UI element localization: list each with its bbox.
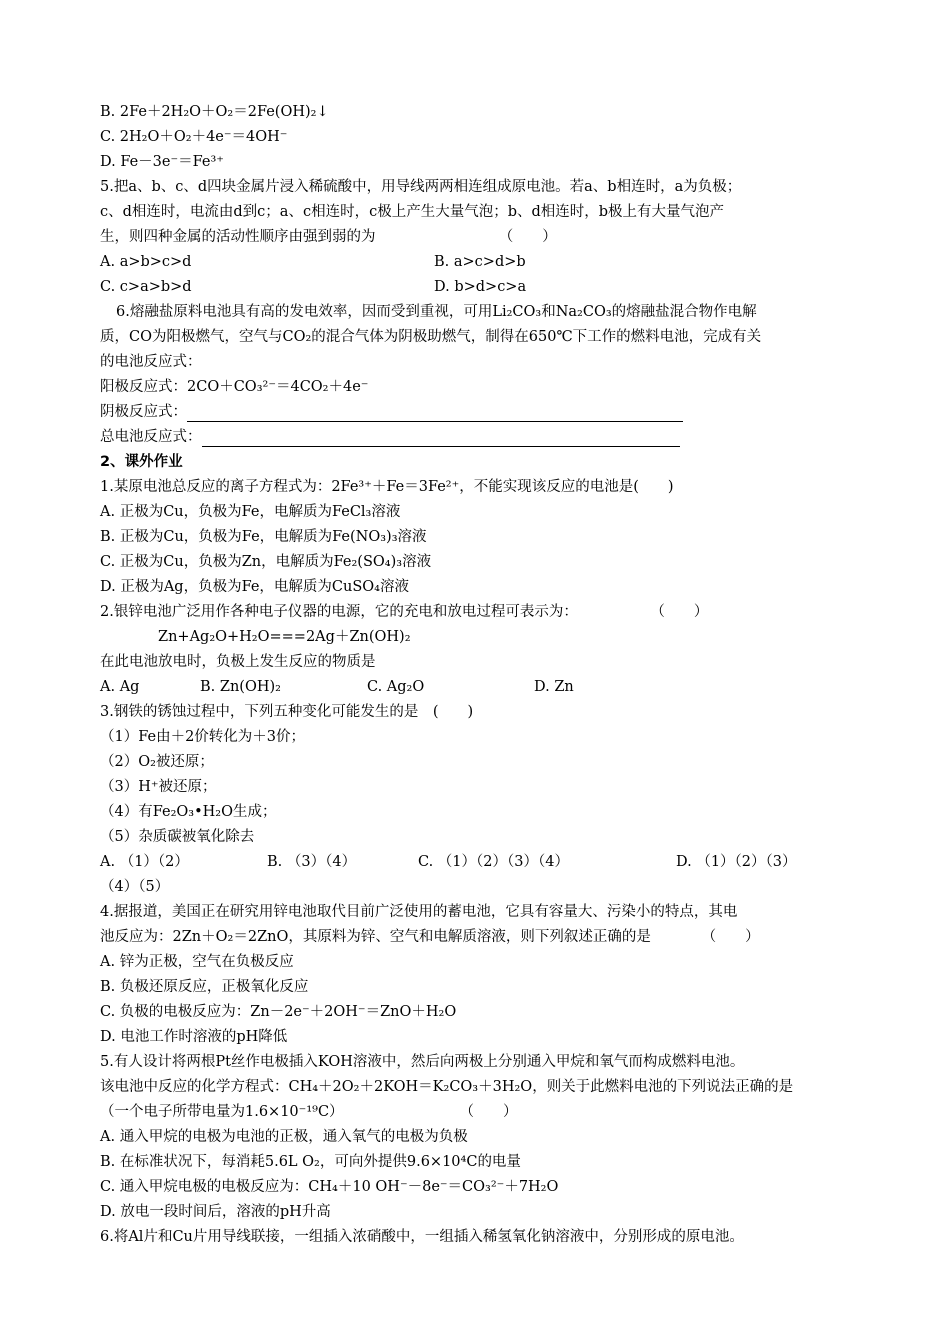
hw-q4-option-b: B. 负极还原反应，正极氧化反应	[100, 979, 309, 995]
question-5-text-2: c、d相连时，电流由d到c；a、c相连时，c极上产生大量气泡；b、d相连时，b极上有大量气泡产	[100, 204, 725, 220]
question-5-options-row-2	[100, 277, 850, 297]
question-6-text-2: 质，CO为阳极燃气，空气与CO₂的混合气体为阴极助燃气，制得在650℃下工作的燃料电池，完成有关	[100, 329, 762, 345]
option-d-line: D. Fe－3e⁻＝Fe³⁺	[100, 154, 224, 170]
hw-q2-option-b: B. Zn(OH)₂	[200, 679, 281, 695]
hw-q4-option-c: C. 负极的电极反应为：Zn－2e⁻＋2OH⁻＝ZnO＋H₂O	[100, 1004, 457, 1020]
option-b: B. a>c>d>b	[434, 254, 526, 270]
option-a: A. a>b>c>d	[100, 254, 192, 270]
hw-q5-option-b: B. 在标准状况下，每消耗5.6L O₂，可向外提供9.6×10⁴C的电量	[100, 1154, 521, 1170]
question-6-text-1: 6.熔融盐原料电池具有高的发电效率，因而受到重视，可用Li₂CO₃和Na₂CO₃的熔融盐混合物作电解	[116, 304, 757, 320]
total-reaction-label: 总电池反应式：	[100, 429, 202, 445]
hw-q3-option-a: A. （1）（2）	[100, 854, 189, 870]
hw-question-4-text-1: 4.据报道，美国正在研究用锌电池取代目前广泛使用的蓄电池，它具有容量大、污染小的特点，其电	[100, 904, 738, 920]
hw-q3-option-c: C. （1）（2）（3）（4）	[418, 854, 569, 870]
hw-q1-option-a: A. 正极为Cu，负极为Fe，电解质为FeCl₃溶液	[100, 504, 401, 520]
option-b-line: B. 2Fe＋2H₂O＋O₂＝2Fe(OH)₂↓	[100, 104, 329, 120]
question-5-text-1: 5.把a、b、c、d四块金属片浸入稀硫酸中，用导线两两相连组成原电池。若a、b相连时，a为负极；	[100, 179, 742, 195]
hw-q3-item-4: （4）有Fe₂O₃•H₂O生成；	[100, 804, 277, 820]
hw-q3-item-5: （5）杂质碳被氧化除去	[100, 829, 255, 845]
total-reaction-row	[100, 427, 850, 447]
option-c: C. c>a>b>d	[100, 279, 192, 295]
hw-question-1: 1.某原电池总反应的离子方程式为：2Fe³⁺＋Fe＝3Fe²⁺，不能实现该反应的电池是( )	[100, 479, 674, 495]
anode-reaction: 阳极反应式：2CO＋CO₃²⁻＝4CO₂＋4e⁻	[100, 379, 369, 395]
question-5-text-3: 生，则四种金属的活动性顺序由强到弱的为 （ ）	[100, 229, 557, 245]
total-answer-blank[interactable]	[202, 431, 680, 447]
hw-q3-item-1: （1）Fe由＋2价转化为＋3价；	[100, 729, 306, 745]
hw-question-5-text-2: 该电池中反应的化学方程式：CH₄＋2O₂＋2KOH＝K₂CO₃＋3H₂O，则关于此燃料电池的下列说法正确的是	[100, 1079, 794, 1095]
hw-q2-prompt: 在此电池放电时，负极上发生反应的物质是	[100, 654, 376, 670]
hw-q2-options	[100, 677, 850, 697]
hw-question-5-text-1: 5.有人设计将两根Pt丝作电极插入KOH溶液中，然后向两极上分别通入甲烷和氧气而构成燃料电池。	[100, 1054, 745, 1070]
hw-q3-option-b: B. （3）（4）	[267, 854, 357, 870]
section-heading: 2、课外作业	[100, 454, 183, 470]
hw-q5-option-a: A. 通入甲烷的电极为电池的正极，通入氧气的电极为负极	[100, 1129, 468, 1145]
option-c-line: C. 2H₂O＋O₂＋4e⁻＝4OH⁻	[100, 129, 288, 145]
cathode-reaction-row	[100, 402, 850, 422]
hw-question-3: 3.钢铁的锈蚀过程中，下列五种变化可能发生的是 ( )	[100, 704, 474, 720]
hw-q1-option-c: C. 正极为Cu，负极为Zn，电解质为Fe₂(SO₄)₃溶液	[100, 554, 432, 570]
hw-q3-option-d-cont: （4）（5）	[100, 879, 170, 895]
hw-q2-option-d: D. Zn	[534, 679, 574, 695]
hw-q3-options	[100, 852, 850, 872]
hw-q2-equation: Zn+Ag₂O+H₂O===2Ag＋Zn(OH)₂	[158, 629, 411, 645]
hw-question-2: 2.银锌电池广泛用作各种电子仪器的电源，它的充电和放电过程可表示为： （ ）	[100, 604, 709, 620]
hw-q1-option-d: D. 正极为Ag，负极为Fe，电解质为CuSO₄溶液	[100, 579, 409, 595]
question-5-options-row-1	[100, 252, 850, 272]
cathode-answer-blank[interactable]	[187, 406, 683, 422]
hw-q2-option-a: A. Ag	[100, 679, 140, 695]
hw-q4-option-d: D. 电池工作时溶液的pH降低	[100, 1029, 288, 1045]
option-d: D. b>d>c>a	[434, 279, 527, 295]
hw-q4-option-a: A. 锌为正极，空气在负极反应	[100, 954, 294, 970]
question-6-text-3: 的电池反应式：	[100, 354, 202, 370]
hw-q3-option-d: D. （1）（2）（3）	[676, 854, 797, 870]
hw-question-5-text-3: （一个电子所带电量为1.6×10⁻¹⁹C） （ ）	[100, 1104, 518, 1120]
hw-q1-option-b: B. 正极为Cu，负极为Fe，电解质为Fe(NO₃)₃溶液	[100, 529, 427, 545]
hw-q5-option-c: C. 通入甲烷电极的电极反应为：CH₄＋10 OH⁻－8e⁻＝CO₃²⁻＋7H₂O	[100, 1179, 559, 1195]
hw-question-6: 6.将Al片和Cu片用导线联接，一组插入浓硝酸中，一组插入稀氢氧化钠溶液中，分别形成的原电池。	[100, 1229, 744, 1245]
hw-question-4-text-2: 池反应为：2Zn＋O₂＝2ZnO，其原料为锌、空气和电解质溶液，则下列叙述正确的是 （ ）	[100, 929, 760, 945]
hw-q5-option-d: D. 放电一段时间后，溶液的pH升高	[100, 1204, 331, 1220]
hw-q3-item-2: （2）O₂被还原；	[100, 754, 214, 770]
cathode-reaction-label: 阴极反应式：	[100, 404, 187, 420]
hw-q2-option-c: C. Ag₂O	[367, 679, 425, 695]
hw-q3-item-3: （3）H⁺被还原；	[100, 779, 217, 795]
